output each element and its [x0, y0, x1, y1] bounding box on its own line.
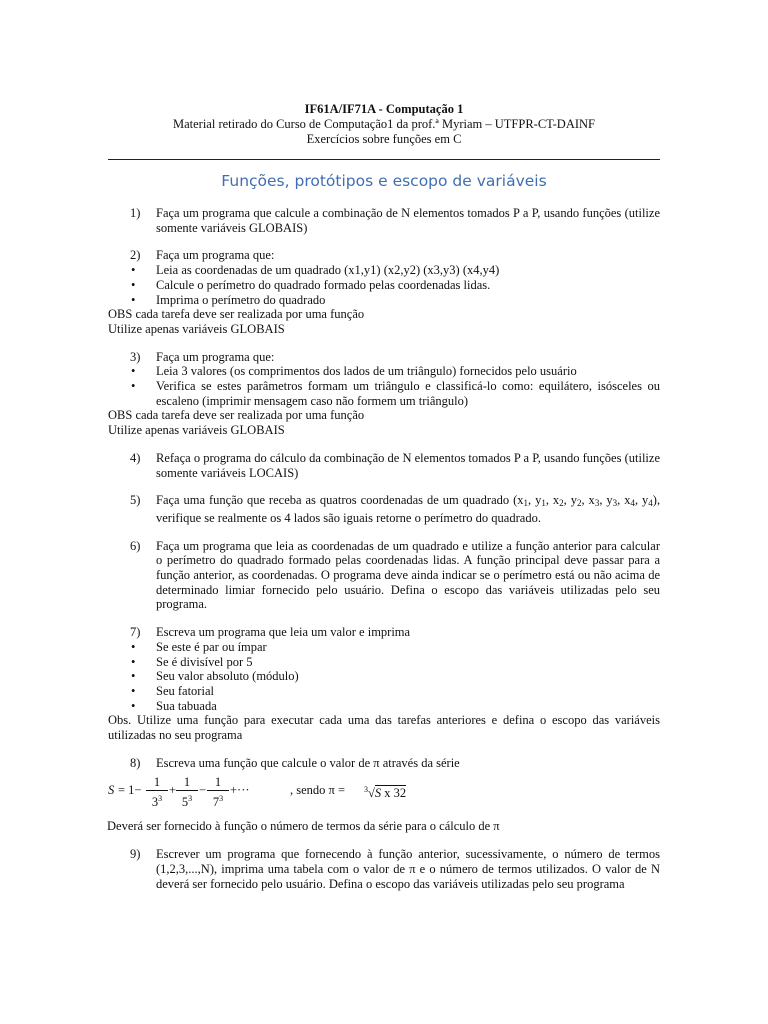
bullet-icon: •: [131, 379, 136, 394]
course-code: IF61A/IF71A - Computação 1: [304, 102, 464, 116]
note-line: Deverá ser fornecido à função o número de termos da série para o cálculo de π: [107, 818, 500, 833]
exercise-text: Faça um programa que:: [156, 349, 275, 364]
exercise-7: [108, 625, 660, 743]
obs-line: OBS cada tarefa deve ser realizada por uma função: [108, 408, 365, 423]
bullet-icon: •: [131, 263, 136, 278]
exercise-number: 2): [130, 248, 141, 263]
exercise-4: [108, 451, 660, 480]
exercise-2: [108, 248, 660, 336]
list-item: • Leia as coordenadas de um quadrado (x1,y1) (x2,y2) (x3,y3) (x4,y4): [108, 263, 660, 278]
document-header: [108, 102, 660, 147]
exercise-number: 8): [130, 755, 141, 770]
bullet-icon: •: [131, 683, 136, 698]
exercise-text: Faça uma função que receba as quatros coordenadas de um quadrado ($x_1$, $y_1$, $x_2$, $y_2$, $x_3$, $y_3$, $x_4$, $y_4$), verifique se realmente os 4 lados são iguais retorne o perímetro do quadrado.: [156, 493, 661, 525]
pi-series-formula: S = 1− 1 $3^3$ + 1 $5^3$ − 1 $7^3$ +··· , sendo π = $^3$√S x 32: [108, 774, 407, 809]
obs-line: Obs. Utilize uma função para executar cada uma das tarefas anteriores e defina o escopo das variáveis utilizadas no seu programa: [108, 713, 660, 743]
exercise-number: 9): [130, 847, 141, 862]
bullet-icon: •: [131, 698, 136, 713]
exercise-number: 6): [130, 538, 141, 553]
bullet-icon: •: [131, 654, 136, 669]
exercise-number: 4): [130, 450, 141, 465]
exercise-9: [108, 847, 660, 891]
subtitle: Exercícios sobre funções em C: [306, 132, 462, 146]
note-line: Utilize apenas variáveis GLOBAIS: [108, 423, 285, 438]
header-divider: [108, 159, 660, 160]
exercise-text: Faça um programa que calcule a combinação de N elementos tomados P a P, usando funções (utilize somente variáveis GLOBAIS): [156, 206, 660, 235]
source-line: Material retirado do Curso de Computação1 da prof.ª Myriam – UTFPR-CT-DAINF: [172, 117, 595, 131]
exercise-text: Refaça o programa do cálculo da combinação de N elementos tomados P a P, usando funções (utilize somente variáveis LOCAIS): [156, 450, 660, 480]
exercise-text: Faça um programa que leia as coordenadas de um quadrado e utilize a função anterior para calcular o perímetro do quadrado formado pelas coordenadas lidas. A função principal deve passar para a função anterior, as coordenadas. O programa deve ainda indicar se o perímetro está ou não acima de determinado limiar fornecido pelo usuário. Defina o escopo das variáveis utilizadas pelo seu programa.: [156, 538, 660, 612]
exercise-8: [108, 756, 660, 833]
exercise-text: Faça um programa que:: [156, 248, 275, 263]
exercise-number: 5): [130, 493, 141, 508]
bullet-icon: •: [131, 669, 136, 684]
exercise-5: [108, 493, 660, 525]
exercise-list: [108, 206, 660, 904]
exercise-3: [108, 350, 660, 438]
bullet-icon: •: [131, 364, 136, 379]
exercise-1: [108, 206, 660, 235]
exercise-number: 7): [130, 625, 141, 640]
exercise-number: 3): [130, 349, 141, 364]
bullet-icon: •: [131, 292, 136, 307]
exercise-text: Escreva um programa que leia um valor e imprima: [156, 625, 411, 640]
bullet-icon: •: [131, 277, 136, 292]
list-item: • Sua tabuada: [108, 699, 660, 714]
list-item: • Calcule o perímetro do quadrado formado pelas coordenadas lidas.: [108, 278, 660, 293]
list-item: • Leia 3 valores (os comprimentos dos lados de um triângulo) fornecidos pelo usuário: [108, 364, 660, 379]
exercise-text: Escrever um programa que fornecendo à função anterior, sucessivamente, o número de termos (1,2,3,...,N), imprima uma tabela com o valor de π e o número de termos utilizados. O valor de N deverá ser fornecido pelo usuário. Defina o escopo das variáveis utilizadas pelo seu programa: [156, 847, 660, 891]
list-item: • Se é divisível por 5: [108, 655, 660, 670]
bullet-icon: •: [131, 639, 136, 654]
list-item: • Verifica se estes parâmetros formam um triângulo e classificá-lo como: equilátero, isósceles ou escaleno (imprimir mensagem caso não formem um triângulo): [108, 379, 660, 408]
list-item: • Se este é par ou ímpar: [108, 640, 660, 655]
page-title: Funções, protótipos e escopo de variáveis: [221, 172, 547, 190]
exercise-number: 1): [130, 206, 141, 220]
exercise-text: Escreva uma função que calcule o valor de π através da série: [156, 755, 460, 770]
exercise-6: [108, 539, 660, 613]
list-item: • Imprima o perímetro do quadrado: [108, 293, 660, 308]
obs-line: OBS cada tarefa deve ser realizada por uma função: [108, 307, 365, 322]
note-line: Utilize apenas variáveis GLOBAIS: [108, 321, 285, 336]
list-item: • Seu fatorial: [108, 684, 660, 699]
list-item: • Seu valor absoluto (módulo): [108, 669, 660, 684]
